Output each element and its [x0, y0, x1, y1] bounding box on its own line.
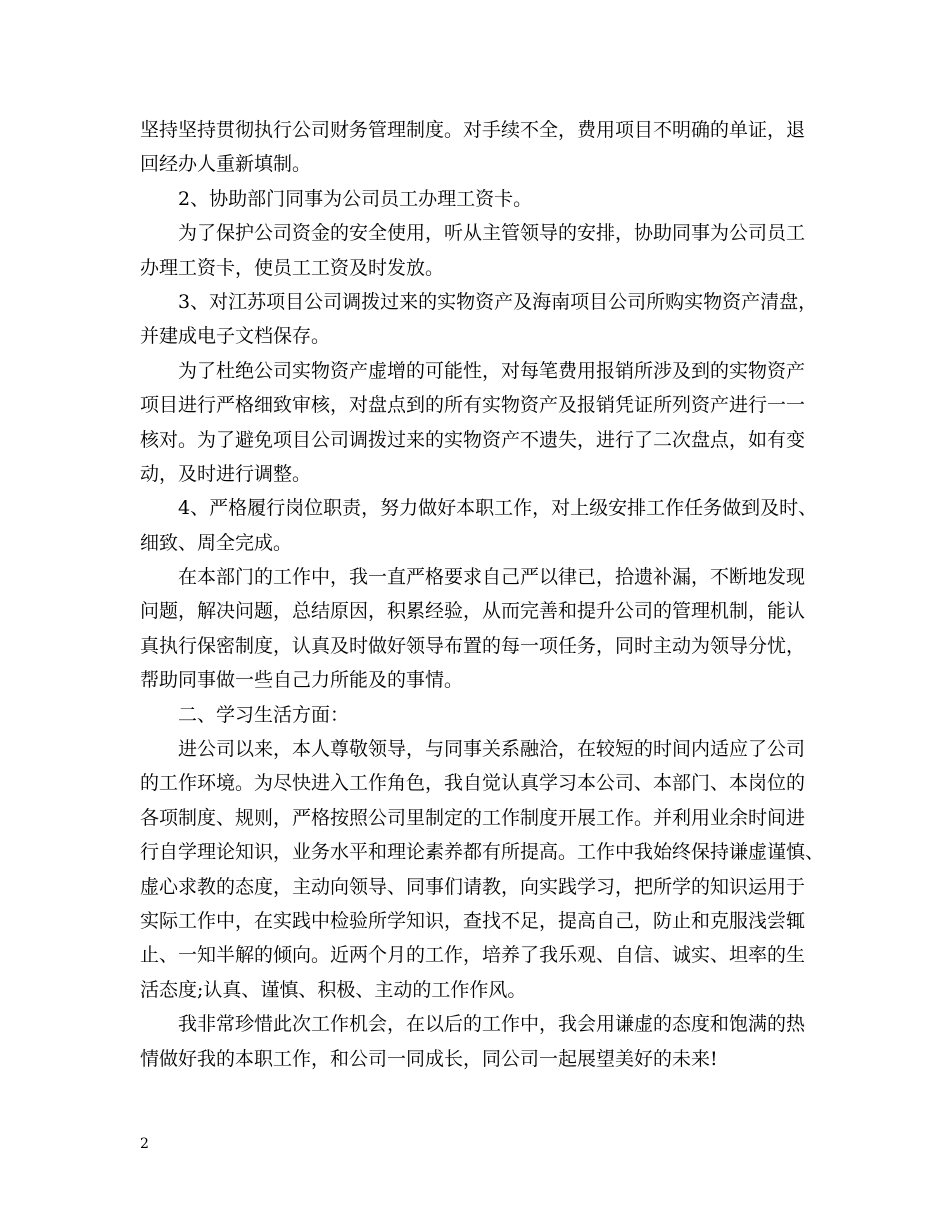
text-line: 我非常珍惜此次工作机会，在以后的工作中，我会用谦虚的态度和饱满的热	[178, 1013, 806, 1036]
text-line: 动，及时进行调整。	[140, 462, 312, 485]
text-line: 4、严格履行岗位职责，努力做好本职工作，对上级安排工作任务做到及时、	[178, 497, 818, 520]
text-line: 在本部门的工作中，我一直严格要求自己严以律已，拾遗补漏，不断地发现	[178, 566, 806, 589]
text-line: 帮助同事做一些自己力所能及的事情。	[140, 669, 464, 692]
text-line: 核对。为了避免项目公司调拨过来的实物资产不遗失，进行了二次盘点，如有变	[140, 428, 806, 451]
text-line: 行自学理论知识，业务水平和理论素养都有所提高。工作中我始终保持谦虚谨慎、	[140, 841, 825, 864]
text-line: 为了杜绝公司实物资产虚增的可能性，对每笔费用报销所涉及到的实物资产	[178, 359, 806, 382]
text-line: 实际工作中，在实践中检验所学知识，查找不足，提高自己，防止和克服浅尝辄	[140, 909, 806, 932]
text-line: 并建成电子文档保存。	[140, 325, 331, 348]
text-line: 办理工资卡，使员工工资及时发放。	[140, 256, 445, 279]
text-line: 问题，解决问题，总结原因，积累经验，从而完善和提升公司的管理机制，能认	[140, 600, 806, 623]
text-line: 的工作环境。为尽快进入工作角色，我自觉认真学习本公司、本部门、本岗位的	[140, 772, 806, 795]
document-body	[140, 113, 830, 1076]
text-line: 各项制度、规则，严格按照公司里制定的工作制度开展工作。并利用业余时间进	[140, 806, 806, 829]
text-line: 止、一知半解的倾向。近两个月的工作，培养了我乐观、自信、诚实、坦率的生	[140, 944, 806, 967]
text-line: 回经办人重新填制。	[140, 153, 312, 176]
text-line: 情做好我的本职工作，和公司一同成长，同公司一起展望美好的未来!	[140, 1047, 718, 1070]
text-line: 活态度;认真、谨慎、积极、主动的工作作风。	[140, 978, 527, 1001]
text-line: 为了保护公司资金的安全使用，听从主管领导的安排，协助同事为公司员工	[178, 222, 806, 245]
text-line: 2、协助部门同事为公司员工办理工资卡。	[178, 187, 533, 210]
text-line: 二、学习生活方面：	[178, 703, 350, 726]
text-line: 项目进行严格细致审核，对盘点到的所有实物资产及报销凭证所列资产进行一一	[140, 394, 806, 417]
text-line: 坚持坚持贯彻执行公司财务管理制度。对手续不全，费用项目不明确的单证，退	[140, 119, 806, 141]
text-line: 细致、周全完成。	[140, 531, 293, 554]
text-line: 真执行保密制度，认真及时做好领导布置的每一项任务，同时主动为领导分忧，	[140, 634, 806, 657]
text-line: 进公司以来，本人尊敬领导，与同事关系融洽，在较短的时间内适应了公司	[178, 738, 806, 761]
page-number: 2	[140, 1136, 149, 1152]
text-line: 3、对江苏项目公司调拨过来的实物资产及海南项目公司所购实物资产清盘，	[178, 290, 818, 313]
text-line: 虚心求教的态度，主动向领导、同事们请教，向实践学习，把所学的知识运用于	[140, 875, 806, 898]
